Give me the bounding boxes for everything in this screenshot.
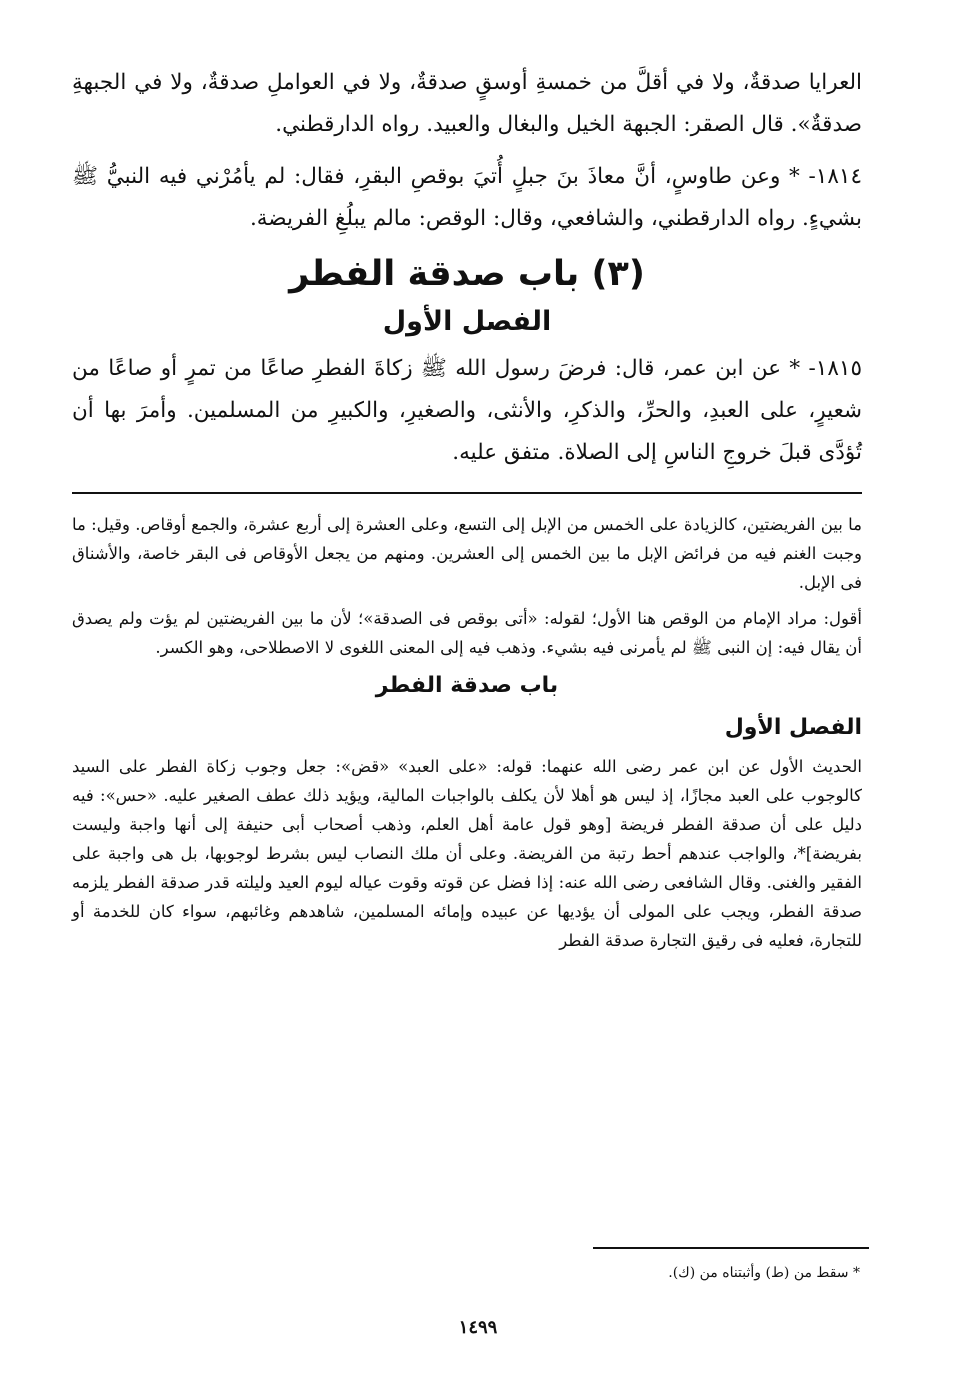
footnote-divider [593, 1247, 869, 1249]
commentary-paragraph: أقول: مراد الإمام من الوقص هنا الأول؛ لقوله: «أتى بوقص فى الصدقة»؛ لأن ما بين الفريضتين لم يؤت ولم يصدق أن يقال فيه: إن النبى ﷺ لم يأمرنى فيه بشيء. وذهب فيه إلى المعنى اللغوى لا الاصطلاحى، وهو الكسر. [72, 609, 862, 657]
main-text [72, 62, 862, 474]
commentary-section-title: الفصل الأول [724, 715, 862, 740]
hadith-1814-paragraph: ١٨١٤- * وعن طاوسٍ، أنَّ معاذَ بنَ جبلٍ أُتيَ بوقصِ البقرِ، فقال: لم يأمُرْني فيه النبيُّ ﷺ بشيءٍ. رواه الدارقطني، والشافعي، وقال: الوقص: مالم يبلُغِ الفريضة. [72, 164, 862, 231]
commentary-divider [72, 492, 862, 494]
page-content [72, 62, 862, 955]
commentary-paragraph: الحديث الأول عن ابن عمر رضى الله عنهما: قوله: «على العبد» «قض»: جعل وجوب زكاة الفطر على السيد كالوجوب على العبد مجازًا، إذ ليس هو أهلا لأن يكلف بالواجبات المالية، ويؤيد ذلك عطف الصغير عليه. «حس»: فيه دليل على أن صدقة الفطر فريضة [وهو قول عامة أهل العلم، وذهب أصحاب أبى حنيفة إلى أنها واجبة وليست بفريضة]*، والواجب عندهم أحط رتبة من الفريضة. وعلى أن ملك النصاب ليس بشرط لوجوبها، بل هى واجبة على الفقير والغنى. وقال الشافعى رضى الله عنه: إذا فضل عن قوته وقوت عياله ليوم العيد وليلته قدر صدقة الفطر يلزمه صدقة الفطر، ويجب على المولى أن يؤديها عن عبيده وإمائه المسلمين، شاهدهم وغائبهم، سواء كان للخدمة أو للتجارة، فعليه فى رقيق التجارة صدقة الفطر [72, 757, 862, 950]
commentary-paragraph: ما بين الفريضتين، كالزيادة على الخمس من الإبل إلى التسع، وعلى العشرة إلى أربع عشرة، والجمع أوقاص. وقيل: ما وجبت الغنم فيه من فرائض الإبل ما بين الخمس إلى العشرين. ومنهم من يجعل الأوقاص فى البقر خاصة، والأشناق فى الإبل. [72, 515, 862, 592]
page-number: ١٤٩٩ [458, 1317, 498, 1338]
commentary-text [72, 510, 862, 955]
commentary-chapter-title: باب صدقة الفطر [375, 673, 559, 698]
section-title: الفصل الأول [382, 306, 552, 337]
hadith-1815-paragraph: ١٨١٥- * عن ابن عمر، قال: فرضَ رسول الله ﷺ زكاةَ الفطرِ صاعًا من تمرٍ أو صاعًا من شعيرٍ، على العبدِ، والحرِّ، والذكرِ، والأنثى، والصغيرِ، والكبيرِ من المسلمين. وأمرَ بها أن تُؤدَّى قبلَ خروجِ الناسِ إلى الصلاة. متفق عليه. [72, 356, 862, 465]
hadith-continuation-paragraph: العرايا صدقةٌ، ولا في أقلَّ من خمسةِ أوسقٍ صدقةٌ، ولا في العواملِ صدقةٌ، ولا في الجبهةِ صدقةٌ». قال الصقر: الجبهة الخيل والبغال والعبيد. رواه الدارقطني. [72, 70, 862, 137]
chapter-title: (٣) باب صدقة الفطر [289, 254, 645, 294]
footnote: * سقط من (ط) وأثبتناه من (ك). [668, 1265, 860, 1281]
